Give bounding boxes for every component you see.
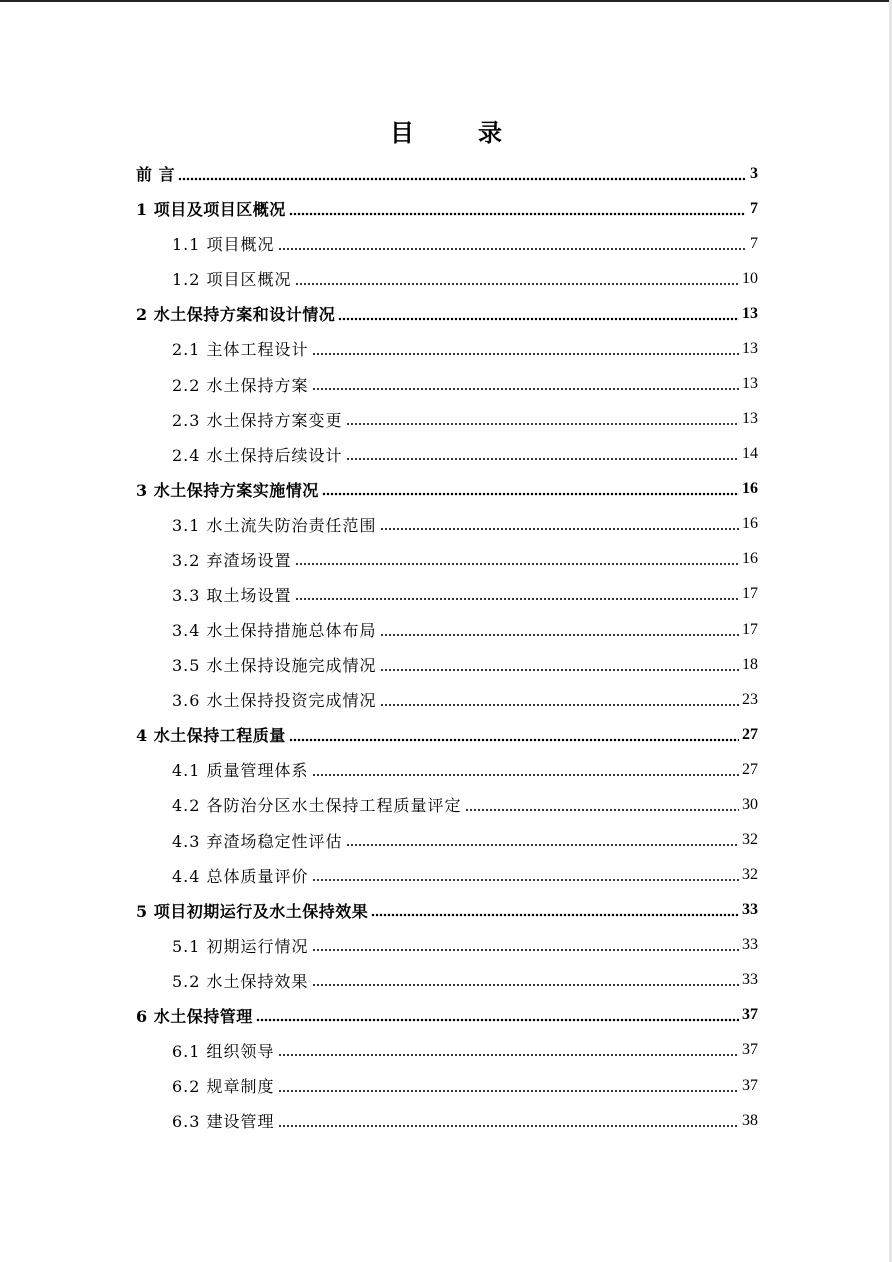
- dot-leader: [295, 282, 739, 286]
- toc-section-entry[interactable]: [136, 226, 758, 261]
- toc-section-entry[interactable]: [136, 542, 758, 577]
- toc-chapter-entry[interactable]: [136, 156, 758, 191]
- toc-section-entry[interactable]: [136, 787, 758, 822]
- toc-entry-page-number: 13: [742, 339, 758, 357]
- dot-leader: [278, 1053, 739, 1057]
- toc-entry-page-number: 13: [742, 410, 758, 428]
- dot-leader: [289, 738, 739, 742]
- toc-entry-label: 1.2 项目区概况: [172, 270, 292, 290]
- dot-leader: [322, 492, 739, 496]
- toc-entry-page-number: 33: [742, 971, 758, 989]
- dot-leader: [312, 983, 739, 987]
- toc-entry-page-number: 16: [742, 480, 758, 498]
- toc-entry-page-number: 37: [742, 1076, 758, 1094]
- toc-entry-label: 4.4 总体质量评价: [172, 866, 309, 886]
- toc-entry-label: 3.6 水土保持投资完成情况: [172, 691, 377, 711]
- toc-entry-label: 6.2 规章制度: [172, 1077, 275, 1097]
- toc-entry-label: 3.5 水土保持设施完成情况: [172, 656, 377, 676]
- toc-entry-label: 4.2 各防治分区水土保持工程质量评定: [172, 796, 462, 816]
- toc-section-entry[interactable]: [136, 612, 758, 647]
- dot-leader: [380, 668, 739, 672]
- dot-leader: [380, 633, 739, 637]
- toc-entry-page-number: 32: [742, 866, 758, 884]
- toc-section-entry[interactable]: [136, 402, 758, 437]
- toc-entry-label: 2.3 水土保持方案变更: [172, 410, 343, 430]
- dot-leader: [256, 1018, 739, 1022]
- toc-entry-page-number: 30: [742, 795, 758, 813]
- toc-section-entry[interactable]: [136, 261, 758, 296]
- dot-leader: [289, 212, 745, 216]
- toc-entry-page-number: 13: [742, 304, 758, 322]
- toc-entry-label: 1 项目及项目区概况: [136, 200, 286, 220]
- toc-entry-label: 3.3 取土场设置: [172, 585, 292, 605]
- toc-section-entry[interactable]: [136, 1033, 758, 1068]
- toc-entry-label: 4 水土保持工程质量: [136, 726, 286, 746]
- dot-leader: [278, 247, 745, 251]
- toc-entry-page-number: 27: [742, 760, 758, 778]
- toc-entry-label: 3.2 弃渣场设置: [172, 550, 292, 570]
- toc-entry-label: 前 言: [136, 165, 176, 185]
- toc-chapter-entry[interactable]: [136, 296, 758, 331]
- dot-leader: [380, 527, 739, 531]
- toc-entry-label: 6.1 组织领导: [172, 1041, 275, 1061]
- dot-leader: [312, 948, 739, 952]
- dot-leader: [278, 1124, 739, 1128]
- toc-entry-label: 4.1 质量管理体系: [172, 761, 309, 781]
- toc-entry-page-number: 27: [742, 725, 758, 743]
- toc-entry-label: 3.1 水土流失防治责任范围: [172, 515, 377, 535]
- toc-chapter-entry[interactable]: [136, 893, 758, 928]
- toc-entry-page-number: 10: [742, 269, 758, 287]
- toc-entry-page-number: 16: [742, 515, 758, 533]
- toc-entry-page-number: 23: [742, 690, 758, 708]
- toc-section-entry[interactable]: [136, 752, 758, 787]
- dot-leader: [278, 1089, 739, 1093]
- toc-entry-page-number: 18: [742, 655, 758, 673]
- toc-entry-label: 1.1 项目概况: [172, 235, 275, 255]
- dot-leader: [295, 562, 739, 566]
- toc-section-entry[interactable]: [136, 1103, 758, 1138]
- toc-entry-label: 2.2 水土保持方案: [172, 375, 309, 395]
- toc-title: 目 录: [390, 119, 522, 147]
- dot-leader: [371, 913, 739, 917]
- toc-entry-label: 5 项目初期运行及水土保持效果: [136, 901, 369, 921]
- toc-chapter-entry[interactable]: [136, 472, 758, 507]
- toc-entry-page-number: 33: [742, 936, 758, 954]
- toc-section-entry[interactable]: [136, 963, 758, 998]
- toc-entry-page-number: 17: [742, 585, 758, 603]
- toc-section-entry[interactable]: [136, 331, 758, 366]
- toc-chapter-entry[interactable]: [136, 191, 758, 226]
- toc-entry-page-number: 17: [742, 620, 758, 638]
- toc-entry-page-number: 14: [742, 445, 758, 463]
- toc-chapter-entry[interactable]: [136, 717, 758, 752]
- toc-entry-label: 5.2 水土保持效果: [172, 971, 309, 991]
- toc-entry-page-number: 33: [742, 901, 758, 919]
- toc-entry-label: 2 水土保持方案和设计情况: [136, 305, 336, 325]
- toc-section-entry[interactable]: [136, 507, 758, 542]
- dot-leader: [312, 773, 739, 777]
- toc-section-entry[interactable]: [136, 858, 758, 893]
- toc-entry-label: 2.4 水土保持后续设计: [172, 445, 343, 465]
- table-of-contents: [136, 156, 758, 1138]
- toc-entry-page-number: 16: [742, 550, 758, 568]
- toc-entry-label: 6.3 建设管理: [172, 1112, 275, 1132]
- toc-entry-label: 6 水土保持管理: [136, 1006, 253, 1026]
- toc-entry-page-number: 32: [742, 831, 758, 849]
- dot-leader: [346, 422, 739, 426]
- dot-leader: [312, 352, 739, 356]
- toc-entry-label: 5.1 初期运行情况: [172, 936, 309, 956]
- dot-leader: [380, 703, 739, 707]
- page-top-edge: [0, 0, 892, 2]
- toc-section-entry[interactable]: [136, 682, 758, 717]
- toc-entry-label: 3.4 水土保持措施总体布局: [172, 621, 377, 641]
- toc-section-entry[interactable]: [136, 437, 758, 472]
- toc-section-entry[interactable]: [136, 928, 758, 963]
- toc-entry-label: 2.1 主体工程设计: [172, 340, 309, 360]
- toc-entry-page-number: 37: [742, 1006, 758, 1024]
- toc-section-entry[interactable]: [136, 577, 758, 612]
- toc-entry-page-number: 13: [742, 375, 758, 392]
- toc-section-entry[interactable]: [136, 822, 758, 857]
- dot-leader: [346, 457, 739, 461]
- toc-chapter-entry[interactable]: [136, 998, 758, 1033]
- dot-leader: [178, 177, 745, 181]
- toc-entry-page-number: 3: [750, 164, 758, 182]
- toc-section-entry[interactable]: [136, 366, 758, 401]
- dot-leader: [312, 878, 739, 882]
- dot-leader: [465, 808, 739, 812]
- dot-leader: [312, 387, 739, 391]
- toc-entry-page-number: 7: [750, 199, 758, 217]
- toc-section-entry[interactable]: [136, 647, 758, 682]
- toc-entry-page-number: 37: [742, 1041, 758, 1059]
- dot-leader: [338, 317, 739, 321]
- toc-section-entry[interactable]: [136, 1068, 758, 1103]
- dot-leader: [295, 597, 739, 601]
- toc-entry-page-number: 38: [742, 1111, 758, 1129]
- dot-leader: [346, 843, 739, 847]
- toc-entry-label: 3 水土保持方案实施情况: [136, 480, 319, 500]
- toc-entry-label: 4.3 弃渣场稳定性评估: [172, 831, 343, 851]
- toc-entry-page-number: 7: [750, 234, 758, 252]
